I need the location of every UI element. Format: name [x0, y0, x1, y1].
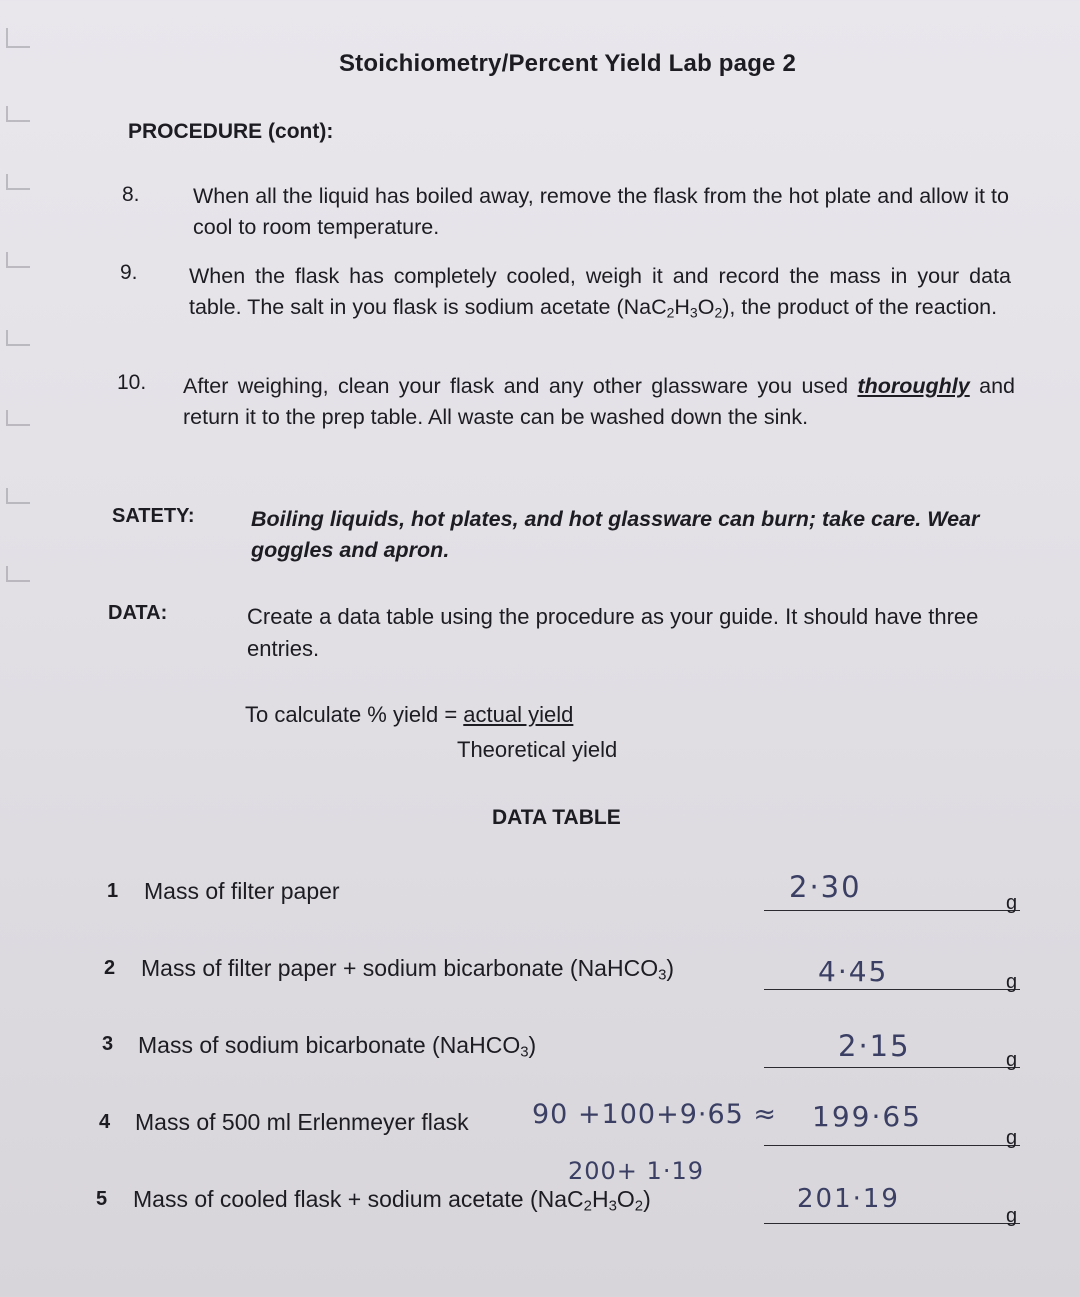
row-number: 2 — [104, 957, 116, 979]
handwritten-value: 199·65 — [812, 1100, 922, 1133]
row-number: 5 — [96, 1188, 108, 1210]
row-label: Mass of sodium bicarbonate (NaHCO$_3$) — [138, 1032, 537, 1061]
step-number: 9. — [120, 261, 138, 284]
row-number: 3 — [102, 1033, 114, 1055]
formula: To calculate % yield = actual yield — [245, 702, 574, 727]
handwritten-value: 201·19 — [797, 1184, 900, 1214]
handwritten-calculation: 90 +100+9·65 ≈ — [532, 1099, 778, 1130]
margin-mark — [6, 252, 30, 268]
procedure-heading: PROCEDURE (cont): — [128, 120, 334, 143]
safety-text: Boiling liquids, hot plates, and hot glassware can burn; take care. Wear goggles and apron. — [251, 507, 980, 562]
row-label: Mass of cooled flask + sodium acetate $(NaC_2H_3O_2)$ — [133, 1186, 651, 1215]
data-table-heading: DATA TABLE — [492, 806, 621, 829]
step-text: When all the liquid has boiled away, remove the flask from the hot plate and allow it to cool to room temperature. — [193, 184, 1009, 239]
data-label: DATA: — [108, 602, 168, 624]
answer-line — [764, 910, 1020, 911]
step-text: When the flask has completely cooled, weigh it and record the mass in your data table. The salt in you flask is sodium acetate $(NaC_2H_3O_2)$, the product of the reaction. — [189, 264, 1011, 321]
handwritten-value: 4·45 — [818, 955, 889, 988]
step-number: 8. — [122, 183, 140, 206]
margin-mark — [6, 28, 30, 48]
answer-line — [764, 1145, 1020, 1146]
step-text: After weighing, clean your flask and any other glassware you used thoroughly and return it to the prep table. All waste can be washed down the sink. — [183, 374, 1015, 429]
formula-denominator: Theoretical yield — [457, 737, 618, 762]
unit: g — [1006, 892, 1018, 914]
margin-mark — [6, 410, 30, 426]
step-number: 10. — [117, 371, 147, 394]
margin-mark — [6, 174, 30, 190]
page-title: Stoichiometry/Percent Yield Lab page 2 — [338, 50, 797, 77]
data-text: Create a data table using the procedure as your guide. It should have three entries. — [247, 604, 979, 661]
handwritten-value: 2·30 — [789, 870, 862, 904]
row-label: Mass of filter paper — [144, 878, 340, 904]
margin-mark — [6, 330, 30, 346]
formula-numerator: actual yield — [463, 702, 574, 727]
margin-mark — [6, 566, 30, 582]
emphasis-text: thoroughly — [857, 374, 970, 398]
handwritten-calculation: 200+ 1·19 — [568, 1157, 704, 1185]
answer-line — [764, 989, 1020, 990]
margin-mark — [6, 488, 30, 504]
safety-label: SATETY: — [112, 505, 195, 527]
handwritten-value: 2·15 — [838, 1029, 911, 1063]
unit: g — [1006, 971, 1018, 993]
unit: g — [1006, 1127, 1018, 1149]
unit: g — [1006, 1205, 1018, 1227]
unit: g — [1006, 1049, 1018, 1071]
margin-mark — [6, 106, 30, 122]
row-label: Mass of filter paper + sodium bicarbonate (NaHCO$_3$) — [141, 955, 675, 984]
answer-line — [764, 1223, 1020, 1224]
row-number: 1 — [107, 880, 119, 902]
answer-line — [764, 1067, 1020, 1068]
row-number: 4 — [99, 1111, 111, 1133]
row-label: Mass of 500 ml Erlenmeyer flask — [135, 1109, 469, 1135]
